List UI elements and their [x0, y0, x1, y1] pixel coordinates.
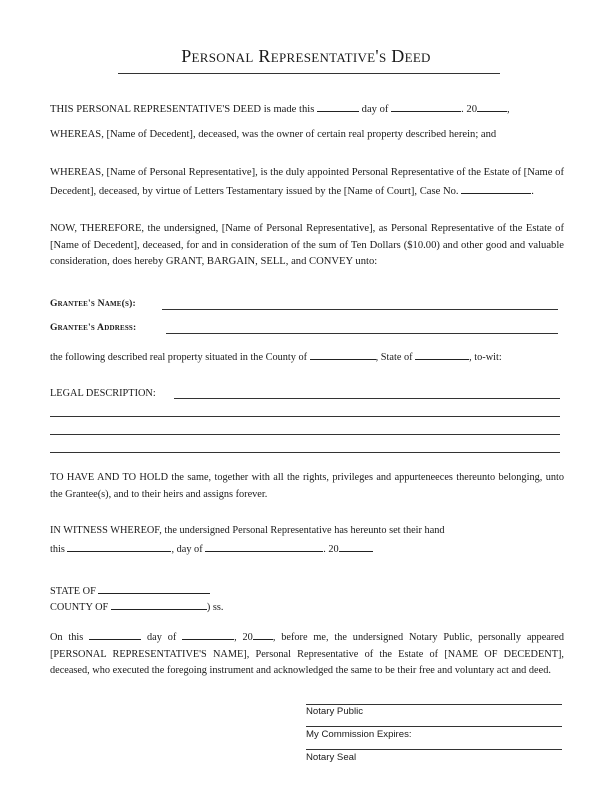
month-blank[interactable] [391, 100, 461, 112]
case-number-blank[interactable] [461, 182, 531, 194]
notary-public-label: Notary Public [306, 706, 364, 717]
legal-description-line-3[interactable] [50, 434, 560, 435]
acknowledgment-paragraph [50, 628, 564, 680]
intro-text-d: , [506, 104, 510, 115]
ss-label: ) ss. [206, 602, 224, 613]
property-location-line [50, 348, 564, 367]
witness-text-c: . 20 [323, 543, 339, 555]
page-title: Personal Representative's Deed [181, 46, 431, 66]
whereas-decedent-paragraph: WHEREAS, [Name of Decedent], deceased, was the owner of certain real property described herein; and [50, 129, 497, 140]
ack-text-b: day of [147, 632, 177, 643]
intro-text-c: . 20 [461, 104, 477, 115]
ack-text-d: , before me, the undersigned Notary Public, personally appeared [PERSONAL REPRESENTATIVE'S NAME], Personal Representative of the Estate of [NAME OF DECEDENT], deceased, who executed the foregoing instrument and acknowledged the same to be their free and voluntary act and deed. [50, 632, 564, 677]
ack-month-blank[interactable] [182, 628, 234, 640]
witness-text-b: , day of [171, 543, 203, 555]
grantee-names-line[interactable] [162, 309, 558, 310]
witness-text-a: this [50, 543, 65, 555]
county-of-label: COUNTY OF [50, 602, 109, 613]
notary-seal-label: Notary Seal [306, 752, 357, 763]
ack-year-blank[interactable] [253, 628, 273, 640]
witness-month-blank[interactable] [205, 540, 323, 552]
ack-text-a: On this [50, 632, 84, 643]
state-of-label: STATE OF [50, 586, 96, 597]
witness-line-1: IN WITNESS WHEREOF, the undersigned Personal Representative has hereunto set their hand [50, 525, 445, 536]
ack-text-c: , 20 [234, 632, 253, 643]
commission-expires-line[interactable] [306, 726, 562, 727]
legal-description-line-2[interactable] [50, 416, 560, 417]
intro-text-a: THIS PERSONAL REPRESENTATIVE'S DEED is made this [50, 104, 315, 115]
witness-year-blank[interactable] [339, 540, 373, 552]
intro-paragraph [50, 100, 564, 119]
title-underline [118, 73, 500, 74]
county-of-blank[interactable] [111, 598, 207, 610]
whereas-representative-text: WHEREAS, [Name of Personal Representative], is the duly appointed Personal Representative of the Estate of [Name of Decedent], deceased, by virtue of Letters Testamentary issued by the [Name of Court], Case No. [50, 167, 564, 197]
grantee-names-label: Grantee's Name(s): [50, 298, 136, 309]
whereas-representative-paragraph [50, 165, 564, 200]
habendum-paragraph: TO HAVE AND TO HOLD the same, together with all the rights, privileges and appurteneeces thereunto belonging, unto the Grantee(s), and to their heirs and assigns forever. [50, 472, 564, 500]
grantee-address-label: Grantee's Address: [50, 322, 137, 333]
property-text-a: the following described real property situated in the County of [50, 352, 308, 363]
conveyance-paragraph: NOW, THEREFORE, the undersigned, [Name of Personal Representative], as Personal Representative of the Estate of [Name of Decedent], deceased, for and in consideration of the sum of Ten Dollars ($10.00) and other good and valuable consideration, does hereby GRANT, BARGAIN, SELL, and CONVEY unto: [50, 223, 564, 268]
legal-description-line-1[interactable] [174, 398, 560, 399]
commission-expires-label: My Commission Expires: [306, 729, 412, 740]
legal-description-label: LEGAL DESCRIPTION: [50, 388, 156, 399]
year-blank[interactable] [477, 100, 507, 112]
legal-description-line-4[interactable] [50, 452, 560, 453]
witness-day-blank[interactable] [67, 540, 171, 552]
ack-day-blank[interactable] [89, 628, 141, 640]
county-of-row [50, 598, 223, 617]
notary-signature-line[interactable] [306, 704, 562, 705]
day-blank[interactable] [317, 100, 359, 112]
whereas-representative-end: . [531, 185, 534, 197]
intro-text-b: day of [361, 104, 389, 115]
property-text-b: , State of [375, 352, 413, 363]
notary-seal-line[interactable] [306, 749, 562, 750]
property-text-c: , to-wit: [469, 352, 502, 363]
grantee-address-line[interactable] [166, 333, 558, 334]
county-blank[interactable] [310, 348, 376, 360]
witness-line-2 [50, 540, 564, 559]
state-blank[interactable] [415, 348, 469, 360]
witness-paragraph [50, 523, 564, 558]
state-of-blank[interactable] [98, 582, 210, 594]
